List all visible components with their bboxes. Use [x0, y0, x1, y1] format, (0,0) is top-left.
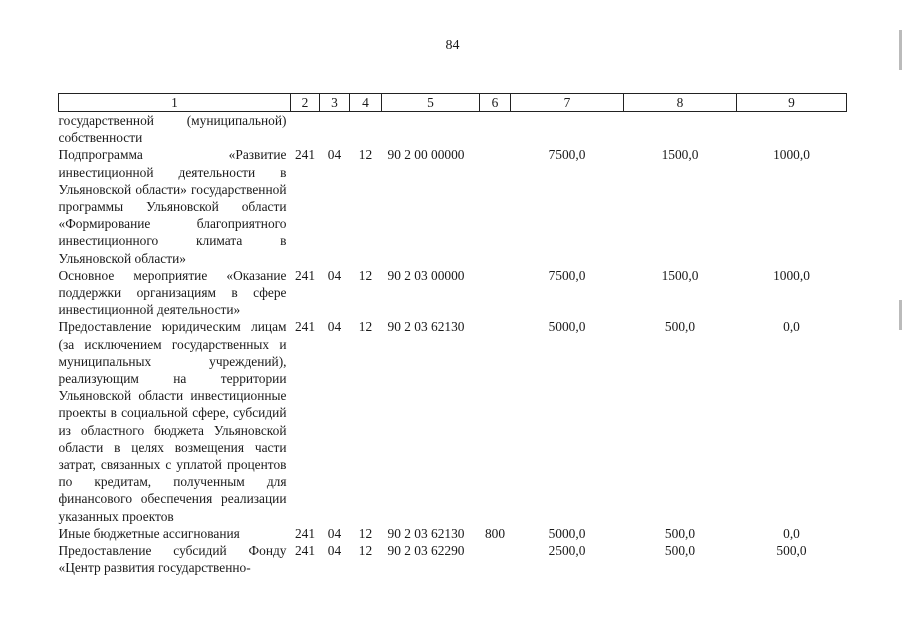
row-col-7: 2500,0	[548, 543, 586, 559]
row-col-4: 12	[358, 147, 373, 163]
row-col-8: 500,0	[664, 525, 696, 541]
row-col-7: 5000,0	[548, 525, 586, 541]
row-col-9: 0,0	[783, 525, 800, 541]
row-col-8	[624, 112, 737, 147]
row-name: Предоставление юридическим лицам (за исключением государственных и муниципальных учреждений), реализующим на территории Ульяновской области инвестиционные проекты в социальной сфере, субсидий из областного бюджета Ульяновской области в целях возмещения части затрат, связанных с уплатой процентов по кредитам, полученным для финансового обеспечения реализации указанных проектов	[58, 319, 287, 524]
row-col-4	[350, 112, 382, 147]
row-col-3: 04	[327, 147, 342, 163]
row-col-9: 1000,0	[773, 147, 810, 163]
row-col-8: 1500,0	[661, 267, 699, 283]
row-col-3: 04	[327, 543, 342, 559]
row-col-3	[320, 112, 350, 147]
header-col-6: 6	[480, 94, 511, 112]
row-col-6	[480, 112, 511, 147]
row-name: Основное мероприятие «Оказание поддержки организациям в сфере инвестиционной деятельности»	[58, 267, 287, 318]
header-col-3: 3	[320, 94, 350, 112]
header-col-2: 2	[291, 94, 320, 112]
row-col-7: 7500,0	[548, 147, 586, 163]
header-col-7: 7	[511, 94, 624, 112]
row-col-4: 12	[358, 525, 373, 541]
row-col-8: 500,0	[664, 543, 696, 559]
header-col-4: 4	[350, 94, 382, 112]
row-col-3: 04	[327, 525, 342, 541]
row-col-9: 500,0	[776, 543, 807, 559]
budget-table	[58, 93, 847, 576]
row-col-7: 5000,0	[548, 319, 586, 335]
row-col-6	[480, 542, 511, 576]
header-row	[59, 94, 847, 112]
table-row	[59, 267, 847, 319]
table-row	[59, 525, 847, 542]
row-col-4: 12	[358, 267, 373, 283]
header-col-1: 1	[59, 94, 291, 112]
row-col-6	[480, 146, 511, 266]
row-col-8: 1500,0	[661, 147, 699, 163]
row-col-5: 90 2 03 62130	[387, 319, 465, 335]
row-col-7	[511, 112, 624, 147]
row-col-8: 500,0	[664, 319, 696, 335]
table-row	[59, 112, 847, 147]
page-number: 84	[445, 38, 460, 53]
row-name: Иные бюджетные ассигнования	[58, 525, 240, 541]
budget-table-container	[58, 93, 846, 576]
row-name: государственной (муниципальной) собственности	[58, 113, 287, 146]
row-col-4: 12	[358, 319, 373, 335]
header-col-9: 9	[737, 94, 847, 112]
row-col-9: 1000,0	[773, 267, 810, 283]
table-row	[59, 542, 847, 576]
scan-edge-mark	[899, 30, 902, 70]
row-name: Подпрограмма «Развитие инвестиционной деятельности в Ульяновской области» государственной программы Ульяновской области «Формирование благоприятного инвестиционного климата в Ульяновской области»	[58, 147, 287, 266]
header-col-5: 5	[382, 94, 480, 112]
row-col-5: 90 2 03 62130	[387, 525, 465, 541]
row-col-6	[480, 267, 511, 319]
row-col-2: 241	[294, 267, 316, 283]
row-col-5: 90 2 00 00000	[387, 147, 465, 163]
row-col-5	[382, 112, 480, 147]
row-col-3: 04	[327, 319, 342, 335]
table-row	[59, 146, 847, 266]
row-col-2: 241	[294, 147, 316, 163]
row-col-2: 241	[294, 525, 316, 541]
row-col-3: 04	[327, 267, 342, 283]
row-col-2: 241	[294, 543, 316, 559]
row-name: Предоставление субсидий Фонду «Центр развития государственно-	[58, 543, 287, 576]
row-col-9	[737, 112, 847, 147]
row-col-5: 90 2 03 00000	[387, 267, 465, 283]
row-col-7: 7500,0	[548, 267, 586, 283]
header-col-8: 8	[624, 94, 737, 112]
row-col-4: 12	[358, 543, 373, 559]
row-col-6: 800	[484, 525, 506, 541]
row-col-2: 241	[294, 319, 316, 335]
scan-edge-mark	[899, 300, 902, 330]
row-col-6	[480, 318, 511, 524]
row-col-5: 90 2 03 62290	[387, 543, 465, 559]
table-row	[59, 318, 847, 524]
row-col-2	[291, 112, 320, 147]
row-col-9: 0,0	[783, 319, 800, 335]
